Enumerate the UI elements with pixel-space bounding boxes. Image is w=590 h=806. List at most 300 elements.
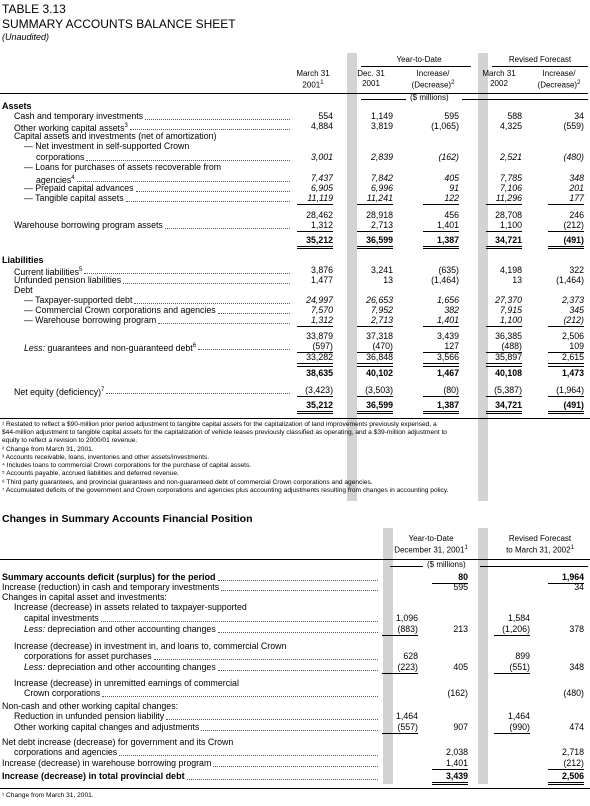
group-header-ytd: Year-to-Date bbox=[396, 55, 442, 64]
balance-row bbox=[0, 193, 590, 203]
total-rule bbox=[548, 366, 584, 367]
row-label bbox=[14, 602, 247, 612]
value-cell: 1,312 bbox=[310, 315, 333, 325]
subtotal-rule bbox=[486, 231, 522, 232]
value-cell: 91 bbox=[449, 183, 459, 193]
value-cell: (162) bbox=[438, 152, 459, 162]
value-cell: (212) bbox=[563, 758, 584, 768]
value-cell: 2,038 bbox=[445, 747, 468, 757]
changes-row bbox=[0, 771, 590, 781]
value-cell: 7,570 bbox=[310, 305, 333, 315]
row-label bbox=[24, 613, 99, 623]
row-label-text: Crown corporations bbox=[24, 688, 101, 698]
value-cell: 213 bbox=[453, 624, 468, 634]
row-label-text: — Net investment in self-supported Crown bbox=[24, 141, 190, 151]
changes-header-rule bbox=[0, 559, 590, 560]
value-cell: 13 bbox=[512, 275, 522, 285]
row-label-text: agencies bbox=[36, 174, 72, 185]
value-cell: 28,708 bbox=[495, 210, 522, 220]
row-label bbox=[2, 582, 219, 592]
value-cell: 3,439 bbox=[436, 331, 459, 341]
row-label bbox=[14, 385, 104, 397]
row-label bbox=[36, 152, 84, 162]
balance-row bbox=[0, 315, 590, 325]
total-rule bbox=[357, 248, 393, 249]
value-cell: (1,206) bbox=[502, 624, 530, 634]
balance-row bbox=[0, 385, 590, 395]
value-cell: 1,149 bbox=[370, 111, 393, 121]
subtotal-rule bbox=[486, 326, 522, 327]
row-label-text: Summary accounts deficit (surplus) for the period bbox=[2, 572, 216, 582]
value-cell: 7,437 bbox=[310, 173, 333, 183]
value-cell: 1,401 bbox=[436, 220, 459, 230]
row-label-text: corporations for asset purchases bbox=[24, 651, 152, 661]
balance-row bbox=[0, 220, 590, 230]
total-rule bbox=[548, 248, 584, 249]
total-rule bbox=[432, 782, 468, 783]
footnote-marker: 2 bbox=[451, 80, 455, 86]
row-label bbox=[14, 131, 216, 141]
row-label bbox=[14, 747, 117, 757]
subtotal-rule bbox=[494, 673, 530, 674]
value-cell: 1,464 bbox=[395, 711, 418, 721]
value-cell: (212) bbox=[563, 220, 584, 230]
balance-row bbox=[0, 173, 590, 183]
subtotal-rule bbox=[357, 326, 393, 327]
changes-row bbox=[0, 572, 590, 582]
value-cell: 4,325 bbox=[499, 121, 522, 131]
row-label bbox=[24, 624, 216, 634]
subtotal-rule bbox=[486, 204, 522, 205]
value-cell: 26,653 bbox=[366, 295, 393, 305]
total-rule bbox=[486, 246, 522, 247]
table-number: TABLE 3.13 bbox=[2, 2, 66, 16]
changes-header-line2 bbox=[390, 545, 472, 555]
subtotal-rule bbox=[548, 363, 584, 364]
value-cell: 405 bbox=[444, 173, 459, 183]
value-cell: 246 bbox=[569, 210, 584, 220]
changes-header-date: to March 31, 2002 bbox=[506, 545, 571, 555]
leader-dots bbox=[101, 621, 378, 622]
header-rule bbox=[0, 93, 588, 94]
column-header-year: (Decrease) bbox=[411, 80, 452, 90]
column-header-line2 bbox=[403, 80, 463, 90]
value-cell: 40,102 bbox=[366, 368, 393, 378]
subtotal-rule bbox=[548, 231, 584, 232]
value-cell: (5,387) bbox=[494, 385, 522, 395]
changes-row bbox=[0, 651, 590, 661]
value-cell: 36,385 bbox=[495, 331, 522, 341]
table-title: SUMMARY ACCOUNTS BALANCE SHEET bbox=[2, 17, 236, 31]
footnote-marker: 3 bbox=[124, 123, 128, 129]
row-label bbox=[14, 285, 33, 295]
changes-row bbox=[0, 688, 590, 698]
column-header-year: 2001 bbox=[302, 80, 321, 90]
row-label bbox=[14, 722, 199, 732]
changes-row bbox=[0, 662, 590, 672]
total-rule bbox=[297, 246, 333, 247]
total-rule bbox=[548, 411, 584, 412]
column-header-line2 bbox=[283, 80, 343, 90]
units-rule-right bbox=[480, 566, 588, 567]
units-label: ($ millions) bbox=[410, 93, 449, 102]
value-cell: (1,464) bbox=[556, 275, 584, 285]
row-label-text: Capital assets and investments (net of amortization) bbox=[14, 131, 217, 141]
changes-row bbox=[0, 624, 590, 634]
row-label-text: depreciation and other accounting changes bbox=[47, 624, 216, 634]
total-rule bbox=[548, 784, 584, 785]
value-cell: (223) bbox=[397, 662, 418, 672]
row-label-text: Increase (decrease) in warehouse borrowing program bbox=[2, 758, 212, 768]
column-header-line1: Dec. 31 bbox=[357, 69, 385, 78]
total-rule bbox=[357, 413, 393, 414]
value-cell: 7,915 bbox=[499, 305, 522, 315]
value-cell: 11,241 bbox=[366, 193, 393, 203]
row-label-text: Assets bbox=[2, 101, 32, 111]
row-label bbox=[14, 711, 164, 721]
row-label bbox=[14, 111, 143, 121]
column-header-line1: March 31 bbox=[296, 69, 330, 78]
value-cell: 34,721 bbox=[495, 400, 522, 410]
value-cell: 4,198 bbox=[499, 265, 522, 275]
column-header-year: 2002 bbox=[490, 79, 508, 88]
value-cell: 382 bbox=[444, 305, 459, 315]
value-cell: 907 bbox=[453, 722, 468, 732]
subtotal-rule bbox=[548, 396, 584, 397]
leader-dots bbox=[154, 659, 378, 660]
subtotal-rule bbox=[297, 204, 333, 205]
balance-row bbox=[0, 285, 590, 295]
value-cell: 899 bbox=[515, 651, 530, 661]
changes-row bbox=[0, 592, 590, 602]
leader-dots bbox=[218, 313, 290, 314]
footnote-line: ³ Accounts receivable, loans, inventories and other assets/investments. bbox=[2, 454, 210, 461]
row-label bbox=[2, 101, 32, 111]
footnote-marker: 4 bbox=[71, 175, 75, 181]
row-label-text: — Warehouse borrowing program bbox=[24, 315, 157, 325]
value-cell: 38,635 bbox=[306, 368, 333, 378]
row-label bbox=[24, 183, 134, 193]
subtotal-rule bbox=[486, 396, 522, 397]
value-cell: 2,718 bbox=[561, 747, 584, 757]
value-cell: 3,241 bbox=[370, 265, 393, 275]
leader-dots bbox=[213, 766, 378, 767]
value-cell: 1,096 bbox=[395, 613, 418, 623]
value-cell: 201 bbox=[569, 183, 584, 193]
value-cell: (883) bbox=[397, 624, 418, 634]
row-label-text: Unfunded pension liabilities bbox=[14, 275, 122, 285]
value-cell: (491) bbox=[563, 400, 584, 410]
balance-row bbox=[0, 400, 590, 410]
row-label-text: Liabilities bbox=[2, 255, 44, 265]
value-cell: 80 bbox=[458, 572, 468, 582]
row-label bbox=[2, 572, 216, 582]
total-rule bbox=[423, 366, 459, 367]
leader-dots bbox=[145, 119, 290, 120]
footnote-marker: 1 bbox=[464, 545, 468, 551]
subtotal-rule bbox=[423, 231, 459, 232]
column-header-line1: Increase/ bbox=[542, 69, 576, 78]
value-cell: 2,506 bbox=[561, 771, 584, 781]
value-cell: 7,785 bbox=[499, 173, 522, 183]
column-header-line2 bbox=[341, 80, 401, 88]
row-label-text: Current liabilities bbox=[14, 266, 80, 277]
leader-dots bbox=[166, 719, 378, 720]
subtotal-rule bbox=[494, 635, 530, 636]
row-label-text: Cash and temporary investments bbox=[14, 111, 144, 121]
leader-dots bbox=[187, 779, 378, 780]
changes-row bbox=[0, 582, 590, 592]
footnote-line: ⁵ Accounts payable, accrued liabilities and deferred revenue. bbox=[2, 470, 179, 477]
value-cell: 2,839 bbox=[370, 152, 393, 162]
total-rule bbox=[423, 411, 459, 412]
value-cell: (212) bbox=[563, 315, 584, 325]
column-header-year: (Decrease) bbox=[537, 80, 578, 90]
value-cell: 4,884 bbox=[310, 121, 333, 131]
value-cell: (480) bbox=[563, 152, 584, 162]
value-cell: 628 bbox=[403, 651, 418, 661]
row-label bbox=[24, 193, 124, 203]
row-label bbox=[24, 688, 100, 698]
value-cell: 34 bbox=[574, 111, 584, 121]
column-header-line1: March 31 bbox=[482, 69, 516, 78]
footnote-line: ⁶ Third party guarantees, and provincial guarantees and non-guaranteed debt of commercial Crown corporations and agencies. bbox=[2, 479, 373, 486]
row-label-text: Reduction in unfunded pension liability bbox=[14, 711, 165, 721]
subtotal-rule bbox=[357, 231, 393, 232]
changes-units: ($ millions) bbox=[427, 560, 466, 569]
value-cell: 474 bbox=[569, 722, 584, 732]
row-label bbox=[2, 771, 185, 781]
balance-row bbox=[0, 305, 590, 315]
value-cell: 1,964 bbox=[561, 572, 584, 582]
changes-row bbox=[0, 678, 590, 688]
balance-row bbox=[0, 210, 590, 220]
value-cell: 36,848 bbox=[366, 352, 393, 362]
value-cell: 1,312 bbox=[310, 220, 333, 230]
row-label-text: Net equity (deficiency) bbox=[14, 386, 102, 397]
value-cell: 3,439 bbox=[445, 771, 468, 781]
leader-dots bbox=[201, 730, 378, 731]
row-label bbox=[24, 662, 216, 672]
value-cell: 595 bbox=[444, 111, 459, 121]
value-cell: 2,615 bbox=[561, 352, 584, 362]
value-cell: 2,521 bbox=[499, 152, 522, 162]
row-label bbox=[24, 305, 216, 315]
group-rule-ytd bbox=[361, 66, 471, 67]
units-rule-left bbox=[390, 566, 423, 567]
subtotal-rule bbox=[486, 363, 522, 364]
value-cell: 1,100 bbox=[499, 220, 522, 230]
subtotal-rule bbox=[494, 733, 530, 734]
subtotal-rule bbox=[423, 396, 459, 397]
leader-dots bbox=[218, 580, 378, 581]
row-label bbox=[2, 737, 233, 747]
column-header-line2 bbox=[529, 80, 589, 90]
value-cell: 11,296 bbox=[495, 193, 522, 203]
units-rule-right bbox=[462, 99, 588, 100]
footnote-marker: 1 bbox=[320, 80, 324, 86]
subtotal-rule bbox=[357, 396, 393, 397]
subtotal-rule bbox=[548, 583, 584, 584]
value-cell: 6,996 bbox=[370, 183, 393, 193]
value-cell: 1,467 bbox=[436, 368, 459, 378]
total-rule bbox=[548, 246, 584, 247]
row-label-text: Other working capital changes and adjustments bbox=[14, 722, 200, 732]
subtotal-rule bbox=[297, 396, 333, 397]
units-rule-left bbox=[361, 99, 406, 100]
value-cell: 1,387 bbox=[436, 235, 459, 245]
row-label-text: — Loans for purchases of assets recoverable from bbox=[24, 162, 222, 172]
subtotal-rule bbox=[432, 769, 468, 770]
balance-row bbox=[0, 352, 590, 362]
subtotal-rule bbox=[548, 769, 584, 770]
value-cell: 24,997 bbox=[306, 295, 333, 305]
footnote-line: ¹ Restated to reflect a $90-million prior period adjustment to tangible capital assets for the capitalization of land improvements previously expensed, a bbox=[2, 421, 437, 428]
row-label-text: Net debt increase (decrease) for government and its Crown bbox=[2, 737, 234, 747]
value-cell: 40,108 bbox=[495, 368, 522, 378]
value-cell: (480) bbox=[563, 688, 584, 698]
leader-dots bbox=[106, 393, 290, 394]
row-label-text: Warehouse borrowing program assets bbox=[14, 220, 163, 230]
column-header-line1: Increase/ bbox=[416, 69, 450, 78]
total-rule bbox=[297, 366, 333, 367]
value-cell: 7,106 bbox=[499, 183, 522, 193]
value-cell: 7,952 bbox=[370, 305, 393, 315]
value-cell: 11,119 bbox=[307, 193, 333, 203]
total-rule bbox=[486, 366, 522, 367]
total-rule bbox=[423, 246, 459, 247]
balance-row bbox=[0, 183, 590, 193]
value-cell: 7,842 bbox=[370, 173, 393, 183]
leader-dots bbox=[130, 129, 290, 130]
value-cell: 36,599 bbox=[366, 235, 393, 245]
value-cell: (3,503) bbox=[365, 385, 393, 395]
row-label-text: Debt bbox=[14, 285, 33, 295]
row-label-text: Increase (decrease) in unremitted earnings of commercial bbox=[14, 678, 239, 688]
leader-dots bbox=[126, 201, 290, 202]
value-cell: 34 bbox=[574, 582, 584, 592]
balance-row bbox=[0, 141, 590, 151]
value-cell: (1,065) bbox=[431, 121, 459, 131]
leader-dots bbox=[119, 755, 378, 756]
value-cell: 37,318 bbox=[366, 331, 393, 341]
changes-header-line1: Year-to-Date bbox=[408, 534, 454, 543]
changes-row bbox=[0, 737, 590, 747]
row-label-text: corporations bbox=[36, 152, 85, 162]
subtotal-rule bbox=[357, 204, 393, 205]
balance-row bbox=[0, 121, 590, 131]
row-label-text: guarantees and non-guaranteed debt bbox=[47, 342, 193, 353]
subtotal-rule bbox=[423, 204, 459, 205]
footnote-line: $44-million adjustment to tangible capital assets for the capitalization of vehicle leases previously classified as operating, and a $39-million adjustment to bbox=[2, 429, 447, 436]
value-cell: (597) bbox=[312, 341, 333, 351]
value-cell: (80) bbox=[443, 385, 459, 395]
balance-row bbox=[0, 235, 590, 245]
value-cell: 3,001 bbox=[310, 152, 333, 162]
value-cell: 2,713 bbox=[370, 315, 393, 325]
total-rule bbox=[486, 248, 522, 249]
balance-row bbox=[0, 368, 590, 378]
value-cell: 595 bbox=[453, 582, 468, 592]
changes-row bbox=[0, 747, 590, 757]
balance-row bbox=[0, 331, 590, 341]
subtotal-rule bbox=[382, 673, 418, 674]
total-rule bbox=[432, 784, 468, 785]
row-label-text: — Taxpayer-supported debt bbox=[24, 295, 133, 305]
value-cell: 1,387 bbox=[436, 400, 459, 410]
changes-header-line1: Revised Forecast bbox=[508, 534, 572, 543]
value-cell: (488) bbox=[501, 341, 522, 351]
total-rule bbox=[548, 782, 584, 783]
changes-header-line2 bbox=[490, 545, 590, 555]
footnote-line: ¹ Change from March 31, 2001. bbox=[2, 792, 94, 799]
value-cell: 1,656 bbox=[436, 295, 459, 305]
less-prefix: Less: bbox=[24, 662, 46, 672]
total-rule bbox=[486, 413, 522, 414]
row-label bbox=[14, 220, 163, 230]
total-rule bbox=[423, 413, 459, 414]
row-label-text: Changes in capital asset and investments: bbox=[2, 592, 167, 602]
value-cell: 1,477 bbox=[310, 275, 333, 285]
row-label bbox=[14, 641, 286, 651]
changes-row bbox=[0, 711, 590, 721]
leader-dots bbox=[218, 670, 378, 671]
value-cell: (559) bbox=[563, 121, 584, 131]
row-label bbox=[2, 701, 178, 711]
footnote-line: ² Change from March 31, 2001. bbox=[2, 446, 94, 453]
subtotal-rule bbox=[297, 326, 333, 327]
group-rule-forecast bbox=[492, 66, 588, 67]
leader-dots bbox=[77, 181, 290, 182]
row-label bbox=[24, 162, 221, 172]
value-cell: 122 bbox=[444, 193, 459, 203]
value-cell: (3,423) bbox=[305, 385, 333, 395]
changes-row bbox=[0, 701, 590, 711]
column-header-year: 2001 bbox=[362, 79, 380, 88]
row-label-text: — Prepaid capital advances bbox=[24, 183, 134, 193]
value-cell: 1,401 bbox=[436, 315, 459, 325]
footnote-marker: 1 bbox=[570, 545, 574, 551]
row-label bbox=[2, 255, 44, 265]
subtotal-rule bbox=[382, 733, 418, 734]
footnote-line: ⁷ Accumulated deficits of the government and Crown corporations and agencies plus accounting adjustments resulting from changes in accounting policy. bbox=[2, 487, 449, 494]
balance-row bbox=[0, 255, 590, 265]
row-label-text: Other working capital assets bbox=[14, 122, 125, 133]
row-label bbox=[24, 141, 189, 151]
row-label bbox=[2, 592, 167, 602]
value-cell: 378 bbox=[569, 624, 584, 634]
leader-dots bbox=[86, 160, 290, 161]
footnote-rule bbox=[0, 788, 590, 789]
balance-row bbox=[0, 152, 590, 162]
subtotal-rule bbox=[548, 204, 584, 205]
balance-row bbox=[0, 101, 590, 111]
changes-row bbox=[0, 641, 590, 651]
row-label bbox=[24, 651, 152, 661]
row-label bbox=[2, 758, 211, 768]
subtotal-rule bbox=[382, 635, 418, 636]
changes-row bbox=[0, 758, 590, 768]
value-cell: 322 bbox=[569, 265, 584, 275]
leader-dots bbox=[158, 323, 290, 324]
subtotal-rule bbox=[432, 583, 468, 584]
value-cell: 33,282 bbox=[306, 352, 333, 362]
footnote-rule bbox=[0, 418, 590, 419]
balance-row bbox=[0, 295, 590, 305]
value-cell: 3,819 bbox=[370, 121, 393, 131]
row-label-text: Increase (decrease) in total provincial debt bbox=[2, 771, 185, 781]
value-cell: 33,879 bbox=[306, 331, 333, 341]
